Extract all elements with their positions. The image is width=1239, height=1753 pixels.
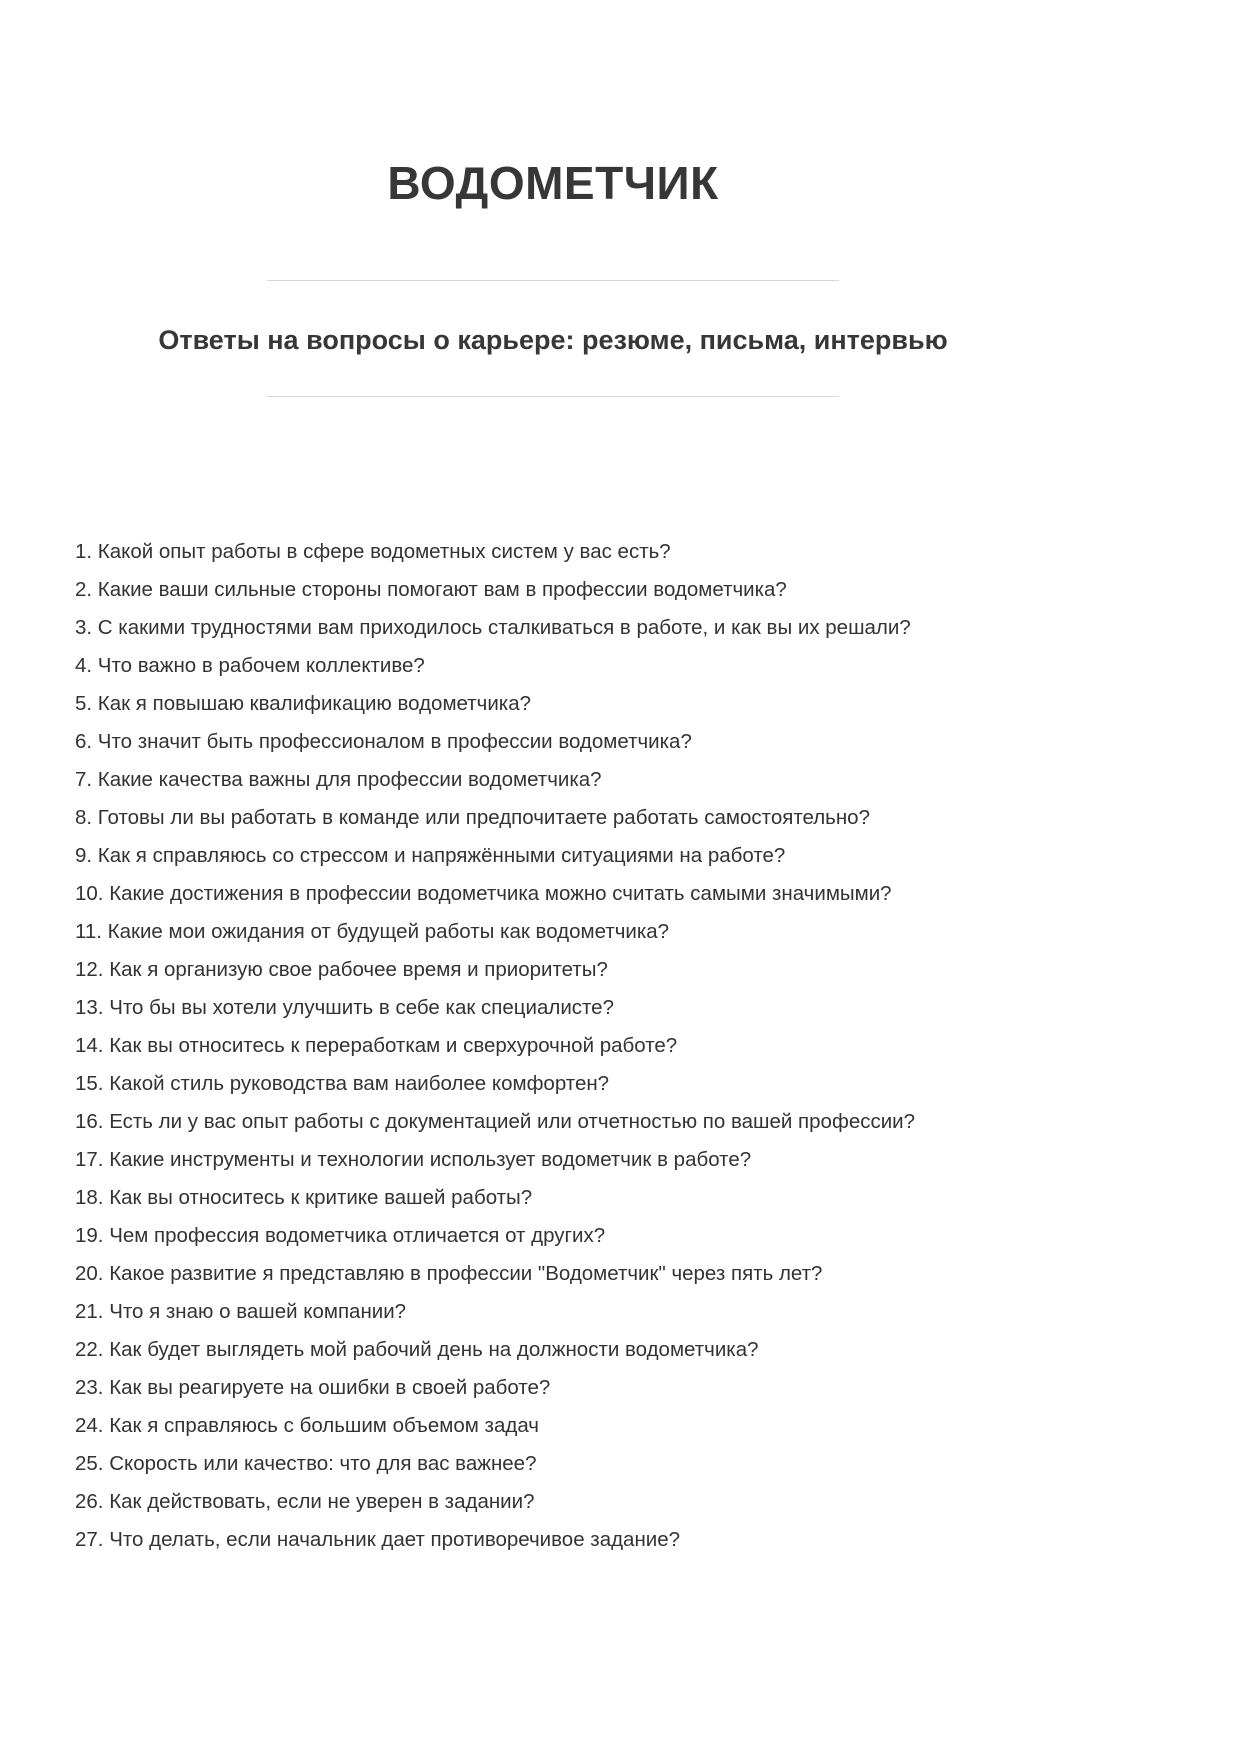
question-item: 5. Как я повышаю квалификацию водометчика? [75,692,532,715]
question-item: 17. Какие инструменты и технологии использует водометчик в работе? [75,1148,752,1171]
question-item: 25. Скорость или качество: что для вас важнее? [75,1452,537,1475]
question-item: 18. Как вы относитесь к критике вашей работы? [75,1186,533,1209]
question-item: 6. Что значит быть профессионалом в профессии водометчика? [75,730,692,753]
question-item: 27. Что делать, если начальник дает противоречивое задание? [75,1528,681,1551]
question-item: 23. Как вы реагируете на ошибки в своей работе? [75,1376,551,1399]
question-item: 10. Какие достижения в профессии водометчика можно считать самыми значимыми? [75,882,892,905]
question-item: 1. Какой опыт работы в сфере водометных систем у вас есть? [75,540,671,563]
question-item: 16. Есть ли у вас опыт работы с документацией или отчетностью по вашей профессии? [75,1110,916,1133]
question-item: 13. Что бы вы хотели улучшить в себе как специалисте? [75,996,614,1019]
question-item: 22. Как будет выглядеть мой рабочий день на должности водометчика? [75,1338,759,1361]
question-item: 4. Что важно в рабочем коллективе? [75,654,425,677]
questions-list [75,533,1031,1559]
question-item: 2. Какие ваши сильные стороны помогают вам в профессии водометчика? [75,578,787,601]
question-item: 3. С какими трудностями вам приходилось сталкиваться в работе, и как вы их решали? [75,616,911,639]
question-item: 8. Готовы ли вы работать в команде или предпочитаете работать самостоятельно? [75,806,870,829]
question-item: 9. Как я справляюсь со стрессом и напряжёнными ситуациями на работе? [75,844,786,867]
question-item: 15. Какой стиль руководства вам наиболее комфортен? [75,1072,610,1095]
page-subtitle: Ответы на вопросы о карьере: резюме, письма, интервью [158,325,948,355]
question-item: 20. Какое развитие я представляю в профессии "Водометчик" через пять лет? [75,1262,823,1285]
content-area [75,0,1031,1559]
question-item: 21. Что я знаю о вашей компании? [75,1300,407,1323]
bottom-divider [267,396,839,397]
question-item: 26. Как действовать, если не уверен в задании? [75,1490,535,1513]
question-item: 19. Чем профессия водометчика отличается от других? [75,1224,606,1247]
top-divider [267,280,839,281]
page-title: ВОДОМЕТЧИК [387,157,719,209]
question-item: 24. Как я справляюсь с большим объемом задач [75,1414,539,1437]
question-item: 12. Как я организую свое рабочее время и приоритеты? [75,958,608,981]
question-item: 7. Какие качества важны для профессии водометчика? [75,768,602,791]
question-item: 11. Какие мои ожидания от будущей работы как водометчика? [75,920,670,943]
question-item: 14. Как вы относитесь к переработкам и сверхурочной работе? [75,1034,678,1057]
